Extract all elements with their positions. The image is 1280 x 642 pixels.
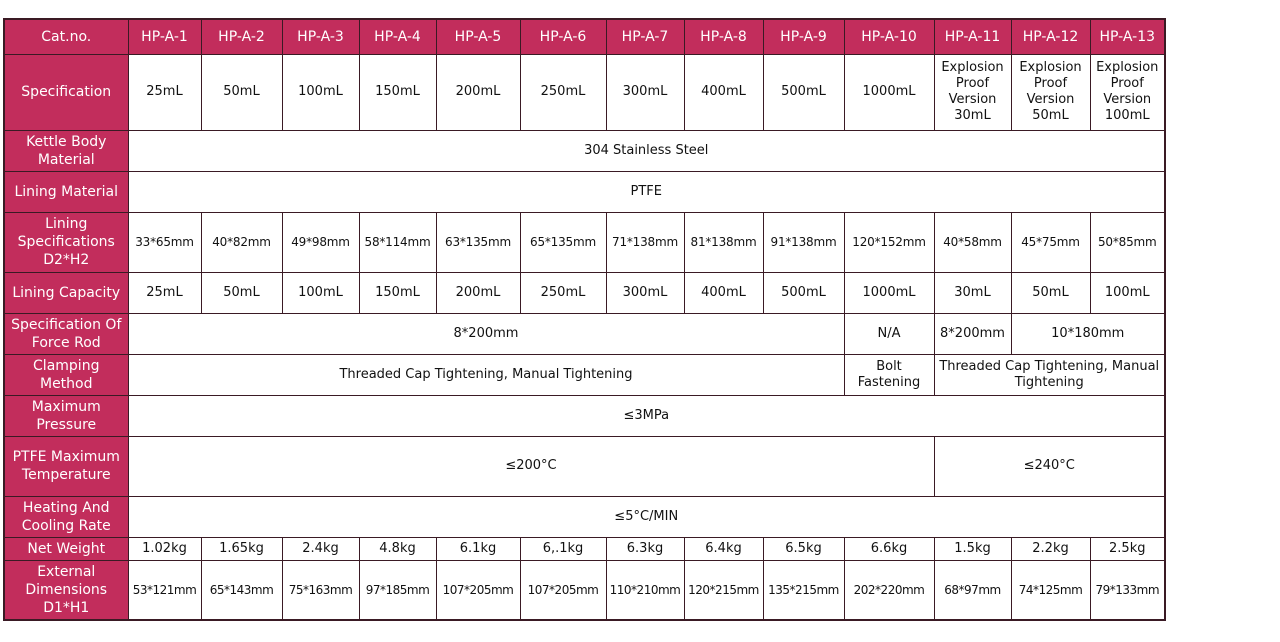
table-cell: 150mL — [359, 54, 436, 130]
header-row — [4, 19, 1165, 54]
table-cell: 81*138mm — [684, 212, 763, 272]
table-cell: 200mL — [436, 54, 520, 130]
table-cell: 304 Stainless Steel — [128, 130, 1165, 171]
table-cell: 6.5kg — [763, 537, 844, 560]
table-cell: 250mL — [520, 272, 606, 313]
table-cell: 6.3kg — [606, 537, 684, 560]
table-cell: Explosion Proof Version 50mL — [1011, 54, 1090, 130]
table-cell: Explosion Proof Version 30mL — [934, 54, 1011, 130]
table-cell: 45*75mm — [1011, 212, 1090, 272]
table-cell: 71*138mm — [606, 212, 684, 272]
table-cell: 4.8kg — [359, 537, 436, 560]
table-cell: 6,.1kg — [520, 537, 606, 560]
external-dimensions-row — [4, 560, 1165, 620]
catalog-number: HP-A-9 — [763, 19, 844, 54]
table-cell: Bolt Fastening — [844, 354, 934, 395]
row-label-net-weight: Net Weight — [4, 537, 128, 560]
table-cell: Explosion Proof Version 100mL — [1090, 54, 1165, 130]
table-cell: 135*215mm — [763, 560, 844, 620]
table-cell: 33*65mm — [128, 212, 201, 272]
table-cell: 2.5kg — [1090, 537, 1165, 560]
row-label-external-dimensions: External Dimensions D1*H1 — [4, 560, 128, 620]
table-cell: 100mL — [282, 54, 359, 130]
specification-row — [4, 54, 1165, 130]
table-cell: 1.65kg — [201, 537, 282, 560]
catalog-number: HP-A-8 — [684, 19, 763, 54]
table-cell: 50mL — [201, 54, 282, 130]
row-label-maximum-pressure: Maximum Pressure — [4, 395, 128, 436]
table-cell: 8*200mm — [934, 313, 1011, 354]
table-cell: 2.4kg — [282, 537, 359, 560]
table-cell: 50mL — [1011, 272, 1090, 313]
table-cell: PTFE — [128, 171, 1165, 212]
catalog-number: HP-A-2 — [201, 19, 282, 54]
table-cell: 25mL — [128, 272, 201, 313]
table-cell: 200mL — [436, 272, 520, 313]
table-cell: 100mL — [282, 272, 359, 313]
table-cell: 1000mL — [844, 54, 934, 130]
ptfe-max-temperature-row — [4, 436, 1165, 496]
table-cell: 97*185mm — [359, 560, 436, 620]
table-cell: 300mL — [606, 272, 684, 313]
table-cell: 50*85mm — [1090, 212, 1165, 272]
table-cell: 75*163mm — [282, 560, 359, 620]
header-label: Cat.no. — [4, 19, 128, 54]
table-cell: 49*98mm — [282, 212, 359, 272]
row-label-ptfe-max-temperature: PTFE Maximum Temperature — [4, 436, 128, 496]
table-cell: 107*205mm — [436, 560, 520, 620]
table-cell: 150mL — [359, 272, 436, 313]
catalog-number: HP-A-10 — [844, 19, 934, 54]
table-cell: 500mL — [763, 54, 844, 130]
row-label-lining-specifications: Lining Specifications D2*H2 — [4, 212, 128, 272]
table-cell: 400mL — [684, 54, 763, 130]
row-label-lining-capacity: Lining Capacity — [4, 272, 128, 313]
table-cell: 6.1kg — [436, 537, 520, 560]
table-cell: 120*215mm — [684, 560, 763, 620]
lining-material-row — [4, 171, 1165, 212]
table-cell: 63*135mm — [436, 212, 520, 272]
table-cell: 120*152mm — [844, 212, 934, 272]
table-cell: ≤200°C — [128, 436, 934, 496]
table-cell: 65*143mm — [201, 560, 282, 620]
row-label-heating-cooling-rate: Heating And Cooling Rate — [4, 496, 128, 537]
table-cell: 79*133mm — [1090, 560, 1165, 620]
catalog-number: HP-A-6 — [520, 19, 606, 54]
table-cell: 2.2kg — [1011, 537, 1090, 560]
catalog-number: HP-A-7 — [606, 19, 684, 54]
row-label-specification: Specification — [4, 54, 128, 130]
clamping-method-row — [4, 354, 1165, 395]
table-cell: 65*135mm — [520, 212, 606, 272]
table-cell: 500mL — [763, 272, 844, 313]
table-cell: 110*210mm — [606, 560, 684, 620]
table-cell: 107*205mm — [520, 560, 606, 620]
catalog-number: HP-A-12 — [1011, 19, 1090, 54]
table-cell: 400mL — [684, 272, 763, 313]
table-cell: 100mL — [1090, 272, 1165, 313]
table-cell: 1.02kg — [128, 537, 201, 560]
heating-cooling-rate-row — [4, 496, 1165, 537]
kettle-body-material-row — [4, 130, 1165, 171]
table-cell: 74*125mm — [1011, 560, 1090, 620]
table-cell: 10*180mm — [1011, 313, 1165, 354]
table-cell: 50mL — [201, 272, 282, 313]
lining-capacity-row — [4, 272, 1165, 313]
table-cell: 1000mL — [844, 272, 934, 313]
table-cell: 250mL — [520, 54, 606, 130]
catalog-number: HP-A-13 — [1090, 19, 1165, 54]
table-cell: 53*121mm — [128, 560, 201, 620]
table-cell: Threaded Cap Tightening, Manual Tightening — [934, 354, 1165, 395]
table-cell: 40*82mm — [201, 212, 282, 272]
table-cell: 300mL — [606, 54, 684, 130]
catalog-number: HP-A-11 — [934, 19, 1011, 54]
table-cell: 8*200mm — [128, 313, 844, 354]
table-cell: 202*220mm — [844, 560, 934, 620]
lining-specifications-row — [4, 212, 1165, 272]
catalog-number: HP-A-3 — [282, 19, 359, 54]
net-weight-row — [4, 537, 1165, 560]
table-cell: 40*58mm — [934, 212, 1011, 272]
catalog-number: HP-A-1 — [128, 19, 201, 54]
maximum-pressure-row — [4, 395, 1165, 436]
row-label-clamping-method: Clamping Method — [4, 354, 128, 395]
table-cell: N/A — [844, 313, 934, 354]
table-cell: 30mL — [934, 272, 1011, 313]
table-cell: Threaded Cap Tightening, Manual Tightening — [128, 354, 844, 395]
table-cell: 6.4kg — [684, 537, 763, 560]
specification-table — [3, 18, 1166, 621]
table-cell: ≤240°C — [934, 436, 1165, 496]
force-rod-row — [4, 313, 1165, 354]
table-cell: 6.6kg — [844, 537, 934, 560]
catalog-number: HP-A-5 — [436, 19, 520, 54]
table-cell: ≤3MPa — [128, 395, 1165, 436]
table-cell: 91*138mm — [763, 212, 844, 272]
table-cell: 68*97mm — [934, 560, 1011, 620]
table-cell: 1.5kg — [934, 537, 1011, 560]
row-label-lining-material: Lining Material — [4, 171, 128, 212]
catalog-number: HP-A-4 — [359, 19, 436, 54]
row-label-force-rod: Specification Of Force Rod — [4, 313, 128, 354]
table-cell: 25mL — [128, 54, 201, 130]
row-label-kettle-body-material: Kettle Body Material — [4, 130, 128, 171]
table-cell: 58*114mm — [359, 212, 436, 272]
table-cell: ≤5°C/MIN — [128, 496, 1165, 537]
